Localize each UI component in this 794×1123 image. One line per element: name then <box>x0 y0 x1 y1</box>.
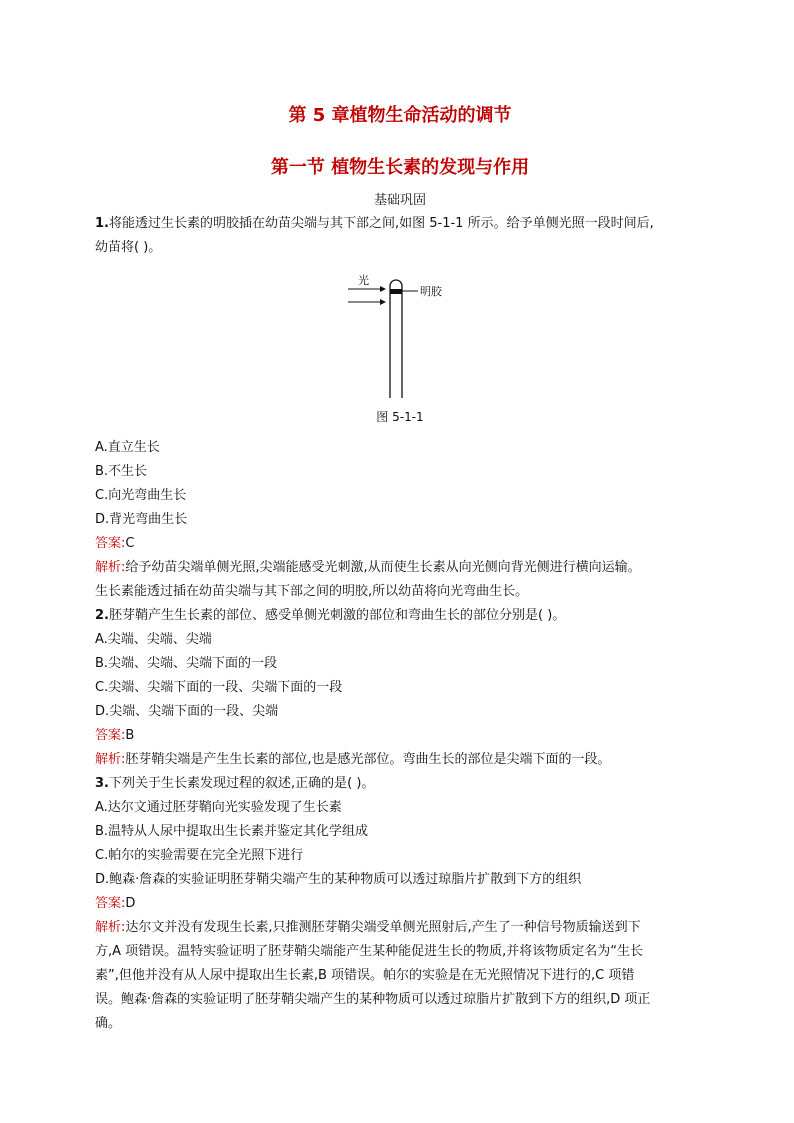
figure-caption: 图 5-1-1 <box>376 410 424 424</box>
option: B.尖端、尖端、尖端下面的一段 <box>95 656 278 671</box>
gelatin-block <box>390 289 402 294</box>
question-number: 3. <box>95 776 109 791</box>
analysis-line: 解析:给予幼苗尖端单侧光照,尖端能感受光刺激,从而使生长素从向光侧向背光侧进行横向运输。 <box>95 560 641 575</box>
option: D.尖端、尖端下面的一段、尖端 <box>95 704 279 719</box>
answer-value: B <box>125 728 135 743</box>
analysis-line: 方,A 项错误。温特实验证明了胚芽鞘尖端能产生某种能促进生长的物质,并将该物质定名为“生长 <box>95 944 644 959</box>
question-number: 1. <box>95 216 109 231</box>
option: A.直立生长 <box>95 440 160 455</box>
option: B.温特从人尿中提取出生长素并鉴定其化学组成 <box>95 824 369 839</box>
option: A.尖端、尖端、尖端 <box>95 632 212 647</box>
worksheet-page <box>95 102 705 1036</box>
option: A.达尔文通过胚芽鞘向光实验发现了生长素 <box>95 800 342 815</box>
question-stem-line: 3.下列关于生长素发现过程的叙述,正确的是( )。 <box>95 776 375 791</box>
question-number: 2. <box>95 608 109 623</box>
question-3 <box>95 772 705 1036</box>
answer <box>95 724 705 748</box>
answer-value: C <box>125 536 135 551</box>
answer-label: 答案: <box>95 896 126 911</box>
answer-label: 答案: <box>95 728 126 743</box>
analysis-line: 生长素能透过插在幼苗尖端与其下部之间的明胶,所以幼苗将向光弯曲生长。 <box>95 584 529 599</box>
option: D.背光弯曲生长 <box>95 512 188 527</box>
subheading: 基础巩固 <box>373 193 426 208</box>
analysis-line: 解析:达尔文并没有发现生长素,只推测胚芽鞘尖端受单侧光照射后,产生了一种信号物质输送到下 <box>95 920 641 935</box>
section-title: 第一节 植物生长素的发现与作用 <box>270 157 530 178</box>
answer-label: 答案: <box>95 536 126 551</box>
answer <box>95 892 705 916</box>
seedling-diagram <box>340 272 480 398</box>
analysis-label: 解析: <box>95 560 126 575</box>
question-1 <box>95 212 705 604</box>
analysis-label: 解析: <box>95 752 126 767</box>
chapter-title: 第 5 章植物生命活动的调节 <box>288 105 512 126</box>
question-stem-line: 1.将能透过生长素的明胶插在幼苗尖端与其下部之间,如图 5-1-1 所示。给予单侧光照一段时间后, <box>95 216 654 231</box>
option: C.向光弯曲生长 <box>95 488 187 503</box>
answer <box>95 532 705 556</box>
option: B.不生长 <box>95 464 148 479</box>
light-arrow-upper-head <box>380 286 386 292</box>
question-stem-line: 幼苗将( )。 <box>95 240 162 255</box>
analysis-line: 素”,但他并没有从人尿中提取出生长素,B 项错误。帕尔的实验是在无光照情况下进行的,C 项错 <box>95 968 635 983</box>
option: C.尖端、尖端下面的一段、尖端下面的一段 <box>95 680 343 695</box>
analysis-line: 确。 <box>95 1016 122 1031</box>
figure-5-1-1 <box>95 260 705 408</box>
question-stem-line: 2.胚芽鞘产生生长素的部位、感受单侧光刺激的部位和弯曲生长的部位分别是( )。 <box>95 608 566 623</box>
seedling-outline <box>390 280 402 398</box>
answer-value: D <box>125 896 136 911</box>
light-label: 光 <box>358 274 369 287</box>
analysis-label: 解析: <box>95 920 126 935</box>
option: C.帕尔的实验需要在完全光照下进行 <box>95 848 304 863</box>
analysis-line: 解析:胚芽鞘尖端是产生生长素的部位,也是感光部位。弯曲生长的部位是尖端下面的一段。 <box>95 752 611 767</box>
light-arrow-lower-head <box>380 299 386 305</box>
option: D.鲍森·詹森的实验证明胚芽鞘尖端产生的某种物质可以透过琼脂片扩散到下方的组织 <box>95 872 582 887</box>
question-2 <box>95 604 705 772</box>
gelatin-label: 明胶 <box>420 285 442 298</box>
analysis-line: 误。鲍森·詹森的实验证明了胚芽鞘尖端产生的某种物质可以透过琼脂片扩散到下方的组织,D 项正 <box>95 992 651 1007</box>
